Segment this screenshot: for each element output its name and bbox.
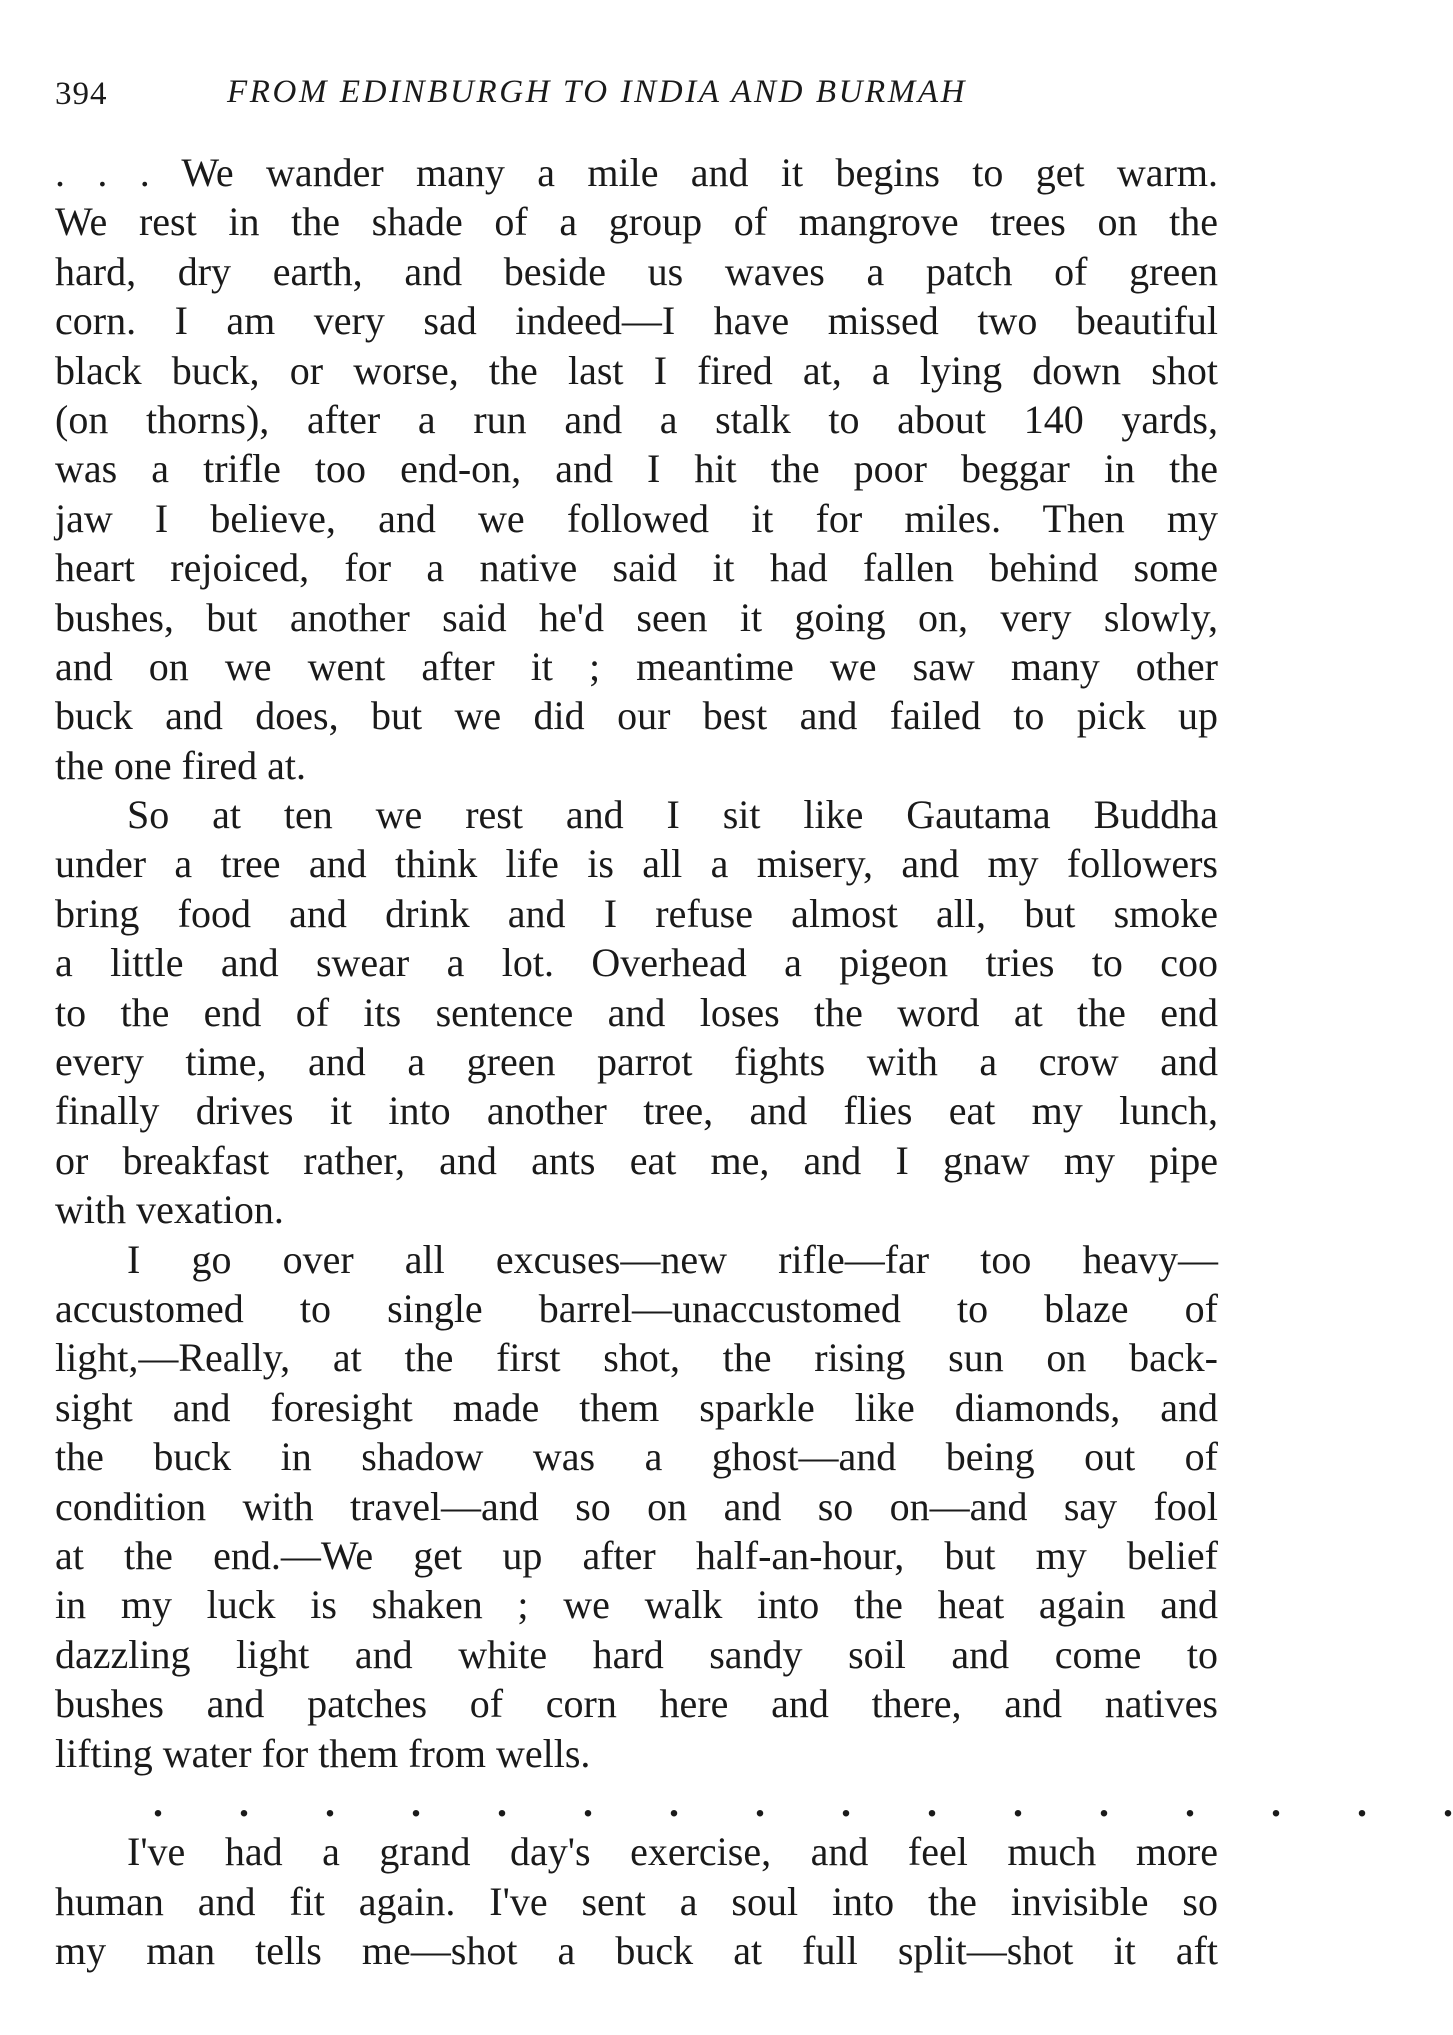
text-line: black buck, or worse, the last I fired at, a lying down shot [55, 347, 1218, 393]
text-line: buck and does, but we did our best and failed to pick up [55, 693, 1218, 739]
page-number: 394 [55, 76, 108, 112]
text-line: sight and foresight made them sparkle like diamonds, and [55, 1384, 1218, 1430]
page-header [55, 70, 1215, 120]
text-line: (on thorns), after a run and a stalk to about 140 yards, [55, 396, 1218, 442]
text-line: a little and swear a lot. Overhead a pigeon tries to coo [55, 940, 1218, 986]
text-line: heart rejoiced, for a native said it had fallen behind some [55, 545, 1218, 591]
text-line: the buck in shadow was a ghost—and being out of [55, 1434, 1218, 1480]
text-line: bushes, but another said he'd seen it going on, very slowly, [55, 594, 1218, 640]
text-line: jaw I believe, and we followed it for miles. Then my [55, 495, 1218, 541]
text-line: with vexation. [55, 1187, 284, 1233]
text-line: I've had a grand day's exercise, and feel much more [127, 1829, 1218, 1875]
text-line: or breakfast rather, and ants eat me, and I gnaw my pipe [55, 1137, 1218, 1183]
text-line: hard, dry earth, and beside us waves a patch of green [55, 248, 1218, 294]
text-line: lifting water for them from wells. [55, 1730, 591, 1776]
section-break-dots: . . . . . . . . . . . . . . . . [153, 1779, 1453, 1825]
text-line: under a tree and think life is all a misery, and my followers [55, 841, 1218, 887]
text-line: human and fit again. I've sent a soul into the invisible so [55, 1878, 1218, 1924]
text-line: dazzling light and white hard sandy soil and come to [55, 1631, 1218, 1677]
text-line: accustomed to single barrel—unaccustomed to blaze of [55, 1285, 1218, 1331]
body-text [55, 148, 1453, 1975]
text-line: was a trifle too end-on, and I hit the poor beggar in the [55, 446, 1218, 492]
text-line: bushes and patches of corn here and there, and natives [55, 1681, 1218, 1727]
text-line: . . . We wander many a mile and it begins to get warm. [55, 150, 1218, 195]
text-line: in my luck is shaken ; we walk into the heat again and [55, 1582, 1218, 1628]
text-line: So at ten we rest and I sit like Gautama Buddha [127, 792, 1218, 838]
text-line: finally drives it into another tree, and flies eat my lunch, [55, 1088, 1218, 1134]
text-line: my man tells me—shot a buck at full split—shot it aft [55, 1928, 1218, 1974]
text-line: and on we went after it ; meantime we saw many other [55, 643, 1218, 689]
text-line: condition with travel—and so on and so on—and say fool [55, 1483, 1218, 1529]
text-line: at the end.—We get up after half-an-hour, but my belief [55, 1532, 1218, 1578]
text-line: every time, and a green parrot fights with a crow and [55, 1039, 1218, 1085]
text-line: the one fired at. [55, 742, 306, 788]
text-line: light,—Really, at the first shot, the rising sun on back- [55, 1335, 1218, 1381]
text-line: bring food and drink and I refuse almost all, but smoke [55, 890, 1218, 936]
text-line: I go over all excuses—new rifle—far too heavy— [127, 1236, 1218, 1282]
text-line: to the end of its sentence and loses the word at the end [55, 989, 1218, 1035]
text-line: corn. I am very sad indeed—I have missed two beautiful [55, 298, 1218, 344]
running-title: FROM EDINBURGH TO INDIA AND BURMAH [227, 74, 968, 110]
text-line: We rest in the shade of a group of mangrove trees on the [55, 199, 1218, 245]
